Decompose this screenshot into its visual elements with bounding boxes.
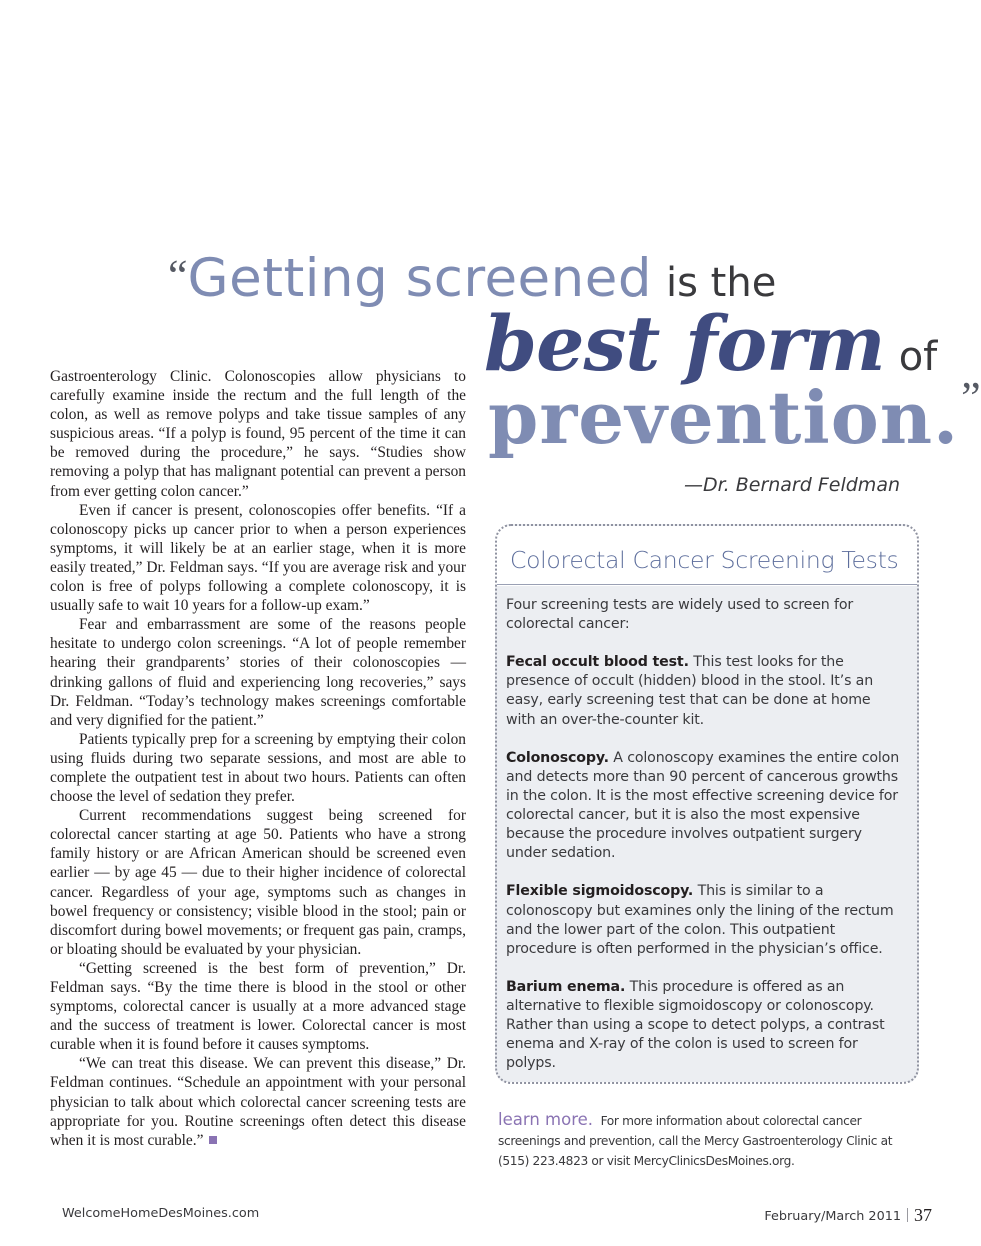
pull-quote-text-of: of	[898, 334, 938, 380]
sidebar-title-divider	[497, 584, 917, 585]
footer-website: WelcomeHomeDesMoines.com	[62, 1206, 260, 1221]
article-paragraph: Fear and embarrassment are some of the reasons people hesitate to undergo colon screenings. “A lot of people remember hearing their grandparents’ stories of their colonoscopies — drinking gallons of fluid and experiencing long recoveries,” says Dr. Feldman. “Today’s technology makes screenings comfortable and very dignified for the patient.”	[50, 616, 466, 729]
pull-quote-text-is-the: is the	[666, 260, 777, 306]
footer-issue-date: February/March 2011	[764, 1209, 901, 1224]
article-paragraph: Gastroenterology Clinic. Colonoscopies allow physicians to carefully examine inside the rectum and the full length of the colon, as well as remove polyps and take tissue samples of any suspicious areas. “If a polyp is found, 95 percent of the time it can be removed during the procedure,” he says. “Studies show removing a polyp that has malignant potential can prevent a person from ever getting colon cancer.”	[50, 368, 466, 500]
article-paragraph: “Getting screened is the best form of prevention,” Dr. Feldman says. “By the time there is blood in the stool or other symptoms, colorectal cancer is usually at a more advanced stage and the success of treatment is lower. Colorectal cancer is most curable when it is found before it causes symptoms.	[50, 959, 466, 1054]
article-paragraph-last	[50, 1054, 466, 1149]
footer-divider	[907, 1208, 908, 1222]
article-paragraph: Patients typically prep for a screening by emptying their colon using fluids during two separate sessions, and most are able to complete the outpatient test in about two hours. Patients can often choose the level of sedation they prefer.	[50, 730, 466, 806]
sidebar-body	[506, 596, 903, 1092]
pull-quote-highlight-best-form: best form	[484, 299, 885, 388]
sidebar-test-name: Colonoscopy.	[506, 749, 609, 766]
sidebar-test-item	[506, 653, 903, 729]
sidebar-test-name: Flexible sigmoidoscopy.	[506, 883, 694, 900]
sidebar-title: Colorectal Cancer Screening Tests	[510, 546, 899, 574]
footer-page-number: 37	[914, 1205, 932, 1225]
sidebar-intro: Four screening tests are widely used to screen for colorectal cancer:	[506, 597, 854, 633]
article-paragraph: Even if cancer is present, colonoscopies offer benefits. “If a colonoscopy picks up cancer prior to when a person experiences symptoms, it will likely be at an earlier stage, when it is more easily treated,” Dr. Feldman says. “If you are average risk and your colon is free of polyps following a complete colonoscopy, it is usually safe to wait 10 years for a follow-up exam.”	[50, 501, 466, 615]
sidebar-test-item	[506, 978, 903, 1073]
pull-quote-close-mark: ”	[961, 373, 981, 422]
end-of-article-mark	[209, 1136, 217, 1144]
screening-tests-sidebar	[495, 524, 919, 1084]
pull-quote-attribution: —Dr. Bernard Feldman	[683, 474, 900, 496]
sidebar-test-description: This procedure is offered as an alternative to flexible sigmoidoscopy or colonoscopy. Rather than using a scope to detect polyps, a contrast enema and X-ray of the colon is used to screen for polyps.	[506, 978, 885, 1072]
pull-quote-line-2	[484, 299, 938, 388]
sidebar-test-name: Fecal occult blood test.	[506, 654, 689, 671]
sidebar-test-item	[506, 749, 903, 864]
article-last-paragraph-text: “We can treat this disease. We can prevent this disease,” Dr. Feldman continues. “Schedule an appointment with your personal physician to talk about which colorectal cancer screening tests are appropriate for you. Routine screenings often detect this disease when it is most curable.”	[50, 1055, 466, 1149]
pull-quote-open-mark: “	[168, 251, 188, 300]
sidebar-test-description: A colonoscopy examines the entire colon and detects more than 90 percent of cancerous growths in the colon. It is the most effective screening device for colorectal cancer, but it is also the most expensive because the procedure involves outpatient surgery under sedation.	[506, 749, 900, 862]
pull-quote-highlight-prevention: prevention.	[488, 375, 960, 460]
sidebar-test-item	[506, 882, 903, 958]
article-paragraph: Current recommendations suggest being screened for colorectal cancer starting at age 50. Patients who have a strong family history or are African American should be screened even earlier — by age 45 — due to their higher incidence of colorectal cancer. Regardless of your age, symptoms such as changes in bowel frequency or consistency; visible blood in the stool; pain or discomfort during bowel movements; or frequent gas pain, cramps, or bloating should be evaluated by your physician.	[50, 807, 466, 958]
sidebar-test-description: This is similar to a colonoscopy but examines only the lining of the rectum and the lower part of the colon. This outpatient procedure is often performed in the physician’s office.	[506, 883, 894, 957]
sidebar-test-name: Barium enema.	[506, 978, 626, 995]
learn-more-label: learn more.	[498, 1110, 594, 1129]
learn-more-note	[498, 1110, 908, 1171]
pull-quote-line-1	[168, 248, 777, 309]
sidebar-test-description: This test looks for the presence of occult (hidden) blood in the stool. It’s an easy, early screening test that can be done at home with an over-the-counter kit.	[506, 654, 874, 728]
pull-quote-line-3	[488, 373, 981, 460]
pull-quote-highlight-getting-screened: Getting screened	[187, 248, 653, 309]
footer-issue-and-page	[764, 1205, 932, 1226]
learn-more-text: For more information about colorectal cancer screenings and prevention, call the Mercy Gastroenterology Clinic at (515) 223.4823 or visit MercyClinicsDesMoines.org.	[498, 1114, 893, 1168]
article-body	[50, 367, 466, 1150]
